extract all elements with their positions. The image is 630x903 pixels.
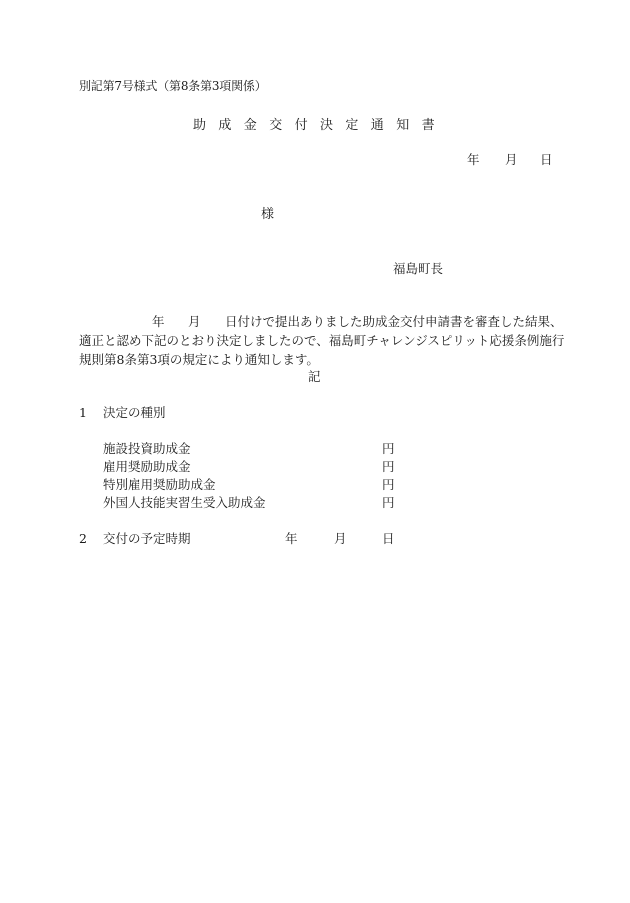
grant-name: 外国人技能実習生受入助成金 bbox=[103, 495, 266, 510]
body-line-2: 適正と認め下記のとおり決定しましたので、福島町チャレンジスピリット応援条例施行 bbox=[79, 333, 565, 348]
issue-date-year: 年 bbox=[467, 152, 480, 167]
section-1-label: 決定の種別 bbox=[103, 405, 166, 420]
section-2-number: 2 bbox=[79, 531, 87, 546]
document-title: 助成金交付決定通知書 bbox=[193, 118, 448, 133]
issue-date-day: 日 bbox=[540, 152, 553, 167]
grant-unit: 円 bbox=[382, 477, 395, 492]
grant-row bbox=[103, 443, 403, 459]
section-1-number: 1 bbox=[79, 405, 87, 420]
body-line-1-text: 日付けで提出ありました助成金交付申請書を審査した結果、 bbox=[225, 314, 563, 329]
body-line-3: 規則第8条第3項の規定により通知します。 bbox=[79, 352, 319, 367]
form-label: 別記第7号様式（第8条第3項関係） bbox=[79, 79, 267, 93]
grant-row bbox=[103, 497, 403, 513]
addressee-honorific: 様 bbox=[261, 207, 275, 222]
body-month: 月 bbox=[188, 314, 201, 329]
grant-unit: 円 bbox=[382, 495, 395, 510]
grant-row bbox=[103, 461, 403, 477]
sender-name: 福島町長 bbox=[393, 261, 444, 276]
scheduled-date-day: 日 bbox=[382, 531, 395, 546]
section-2-label: 交付の予定時期 bbox=[103, 531, 191, 546]
body-year: 年 bbox=[152, 314, 165, 329]
grant-name: 雇用奨励助成金 bbox=[103, 459, 191, 474]
grant-unit: 円 bbox=[382, 441, 395, 456]
issue-date-month: 月 bbox=[505, 152, 518, 167]
notice-body bbox=[79, 314, 565, 373]
scheduled-date-year: 年 bbox=[285, 531, 298, 546]
ki-heading: 記 bbox=[308, 369, 321, 384]
scheduled-date-month: 月 bbox=[334, 531, 347, 546]
grant-unit: 円 bbox=[382, 459, 395, 474]
grant-name: 施設投資助成金 bbox=[103, 441, 191, 456]
grant-name: 特別雇用奨励助成金 bbox=[103, 477, 216, 492]
grant-row bbox=[103, 479, 403, 495]
